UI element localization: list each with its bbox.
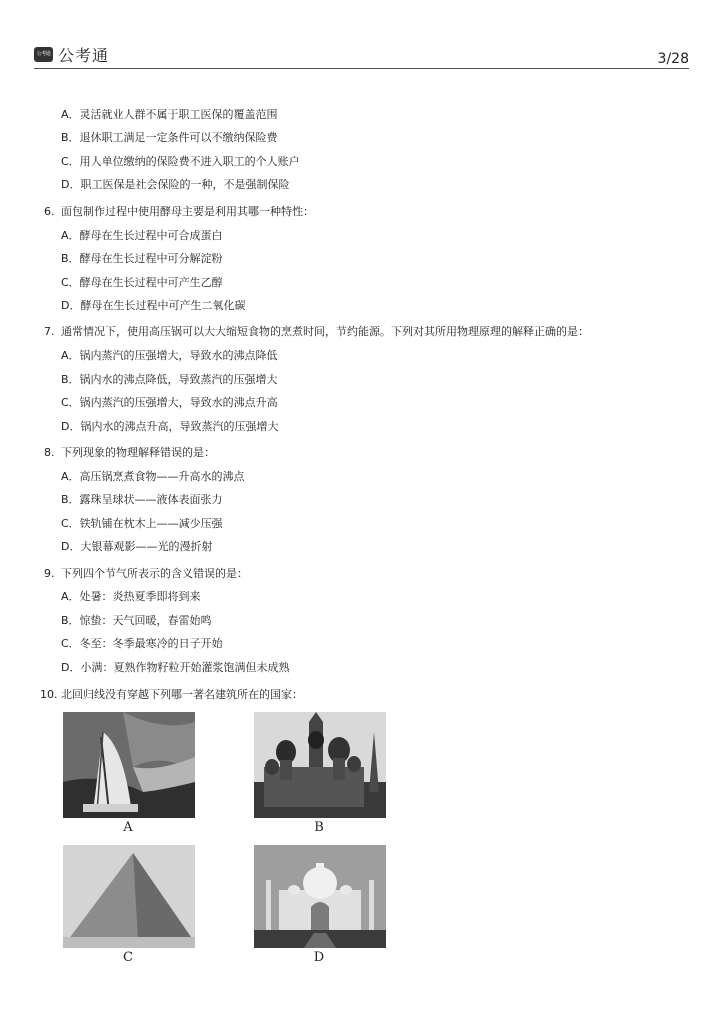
question-stem: 下列四个节气所表示的含义错误的是：	[61, 567, 248, 580]
photo-taj-mahal	[254, 845, 386, 948]
photo-burj-al-arab	[63, 712, 195, 818]
option-6a: A．酵母在生长过程中可合成蛋白	[61, 229, 223, 242]
image-caption-c: C	[123, 950, 133, 965]
question-7	[44, 325, 589, 339]
option-8b: B．露珠呈球状——液体表面张力	[61, 493, 223, 506]
page-indicator: 3/28	[657, 51, 689, 67]
app-name: 公考通	[58, 46, 110, 65]
option-8a: A．高压锅烹煮食物——升高水的沸点	[61, 470, 245, 483]
option-5c: C．用人单位缴纳的保险费不进入职工的个人账户	[61, 155, 300, 168]
option-9d: D．小满：夏熟作物籽粒开始灌浆饱满但未成熟	[61, 661, 290, 674]
option-7a: A．锅内蒸汽的压强增大，导致水的沸点降低	[61, 349, 278, 362]
option-5a: A．灵活就业人群不属于职工医保的覆盖范围	[61, 108, 278, 121]
option-7b: B．锅内水的沸点降低，导致蒸汽的压强增大	[61, 373, 278, 386]
option-5b: B．退休职工满足一定条件可以不缴纳保险费	[61, 131, 278, 144]
option-6b: B．酵母在生长过程中可分解淀粉	[61, 252, 223, 265]
logo-icon: 公考通	[34, 47, 53, 62]
option-9a: A．处暑：炎热夏季即将到来	[61, 590, 201, 603]
question-number: 10.	[40, 688, 58, 701]
option-9b: B．惊蛰：天气回暖，春雷始鸣	[61, 614, 212, 627]
question-9	[44, 567, 248, 581]
question-8	[44, 446, 215, 460]
question-number: 6.	[44, 205, 55, 218]
question-stem: 通常情况下，使用高压锅可以大大缩短食物的烹煮时间，节约能源。下列对其所用物理原理的解释正确的是：	[61, 325, 589, 338]
option-5d: D．职工医保是社会保险的一种，不是强制保险	[61, 178, 290, 191]
image-caption-a: A	[123, 820, 133, 835]
question-number: 9.	[44, 567, 55, 580]
question-10	[40, 688, 303, 702]
page-header	[34, 42, 689, 69]
option-6c: C．酵母在生长过程中可产生乙醇	[61, 276, 223, 289]
image-caption-b: B	[314, 820, 324, 835]
option-9c: C．冬至：冬季最寒冷的日子开始	[61, 637, 223, 650]
option-7d: D．锅内水的沸点升高，导致蒸汽的压强增大	[61, 420, 279, 433]
option-7c: C．锅内蒸汽的压强增大，导致水的沸点升高	[61, 396, 278, 409]
question-stem: 面包制作过程中使用酵母主要是利用其哪一种特性：	[61, 205, 314, 218]
question-stem: 北回归线没有穿越下列哪一著名建筑所在的国家：	[61, 688, 303, 701]
question-number: 8.	[44, 446, 55, 459]
option-6d: D．酵母在生长过程中可产生二氧化碳	[61, 299, 246, 312]
photo-st-basils-cathedral	[254, 712, 386, 818]
image-caption-d: D	[313, 950, 325, 965]
question-6	[44, 205, 314, 219]
question-stem: 下列现象的物理解释错误的是：	[61, 446, 215, 459]
option-8d: D．大银幕观影——光的漫折射	[61, 540, 213, 553]
question-number: 7.	[44, 325, 55, 338]
option-8c: C．铁轨铺在枕木上——减少压强	[61, 517, 223, 530]
photo-pyramid	[63, 845, 195, 948]
